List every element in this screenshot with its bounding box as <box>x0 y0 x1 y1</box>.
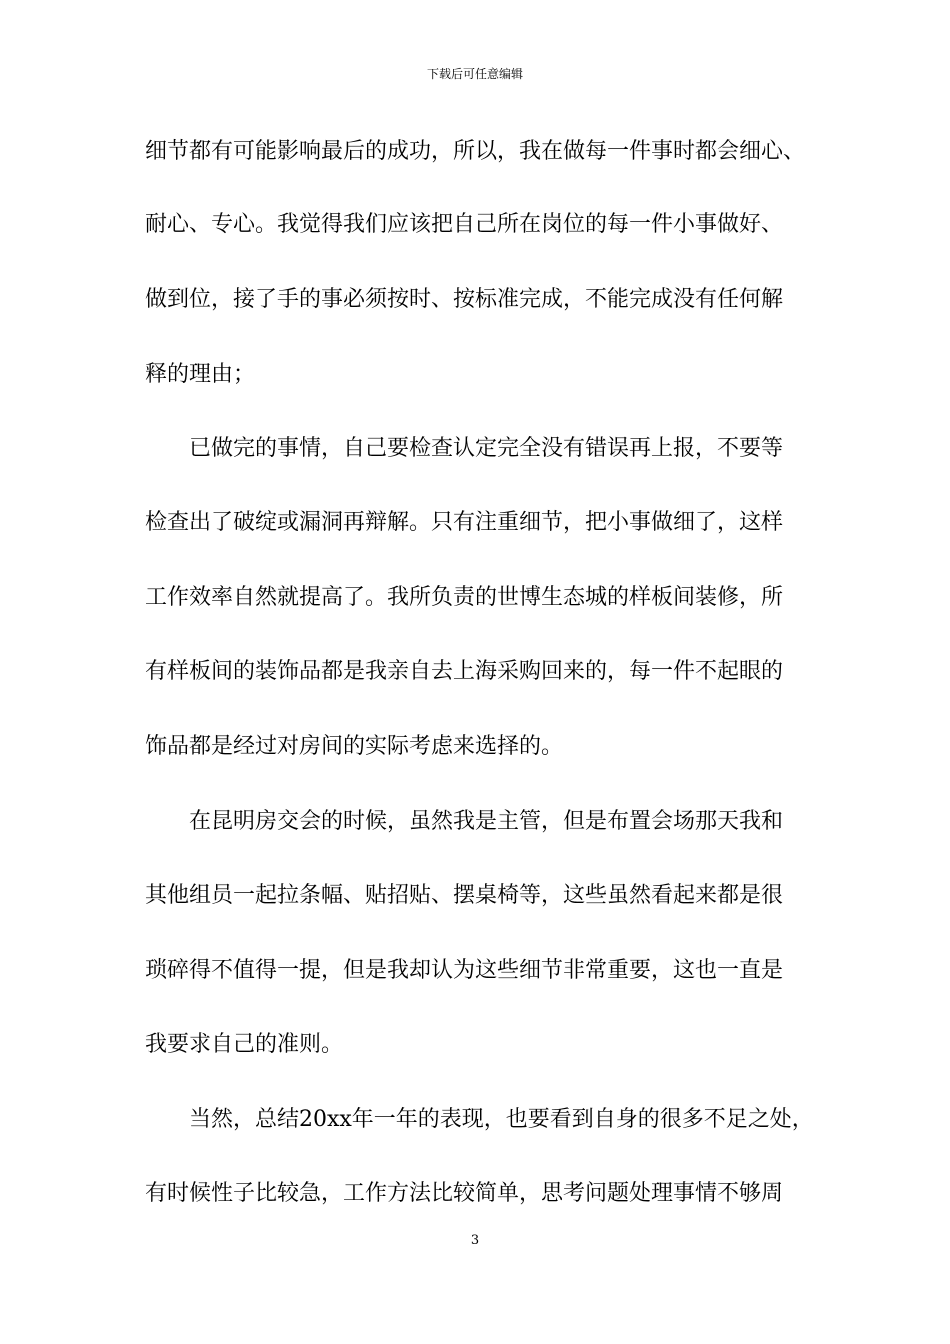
body-line: 检查出了破绽或漏洞再辩解。只有注重细节，把小事做细了，这样 <box>145 510 784 535</box>
body-line: 有时候性子比较急，工作方法比较简单，思考问题处理事情不够周 <box>145 1181 784 1206</box>
paragraph-first-line: 在昆明房交会的时候，虽然我是主管，但是布置会场那天我和 <box>189 809 784 834</box>
body-line: 琐碎得不值得一提，但是我却认为这些细节非常重要，这也一直是 <box>145 958 784 983</box>
body-line: 细节都有可能影响最后的成功，所以，我在做每一件事时都会细心、 <box>145 139 806 164</box>
body-line: 工作效率自然就提高了。我所负责的世博生态城的样板间装修，所 <box>145 585 784 610</box>
body-line: 耐心、专心。我觉得我们应该把自己所在岗位的每一件小事做好、 <box>145 212 784 237</box>
body-line: 有样板间的装饰品都是我亲自去上海采购回来的，每一件不起眼的 <box>145 659 784 684</box>
body-line: 做到位，接了手的事必须按时、按标准完成，不能完成没有任何解 <box>145 287 784 312</box>
paragraph-first-line: 已做完的事情，自己要检查认定完全没有错误再上报，不要等 <box>189 436 784 461</box>
page-number: 3 <box>470 1233 480 1248</box>
page-header: 下载后可任意编辑 <box>426 67 523 81</box>
body-line: 我要求自己的准则。 <box>145 1032 344 1057</box>
body-line: 饰品都是经过对房间的实际考虑来选择的。 <box>145 734 564 759</box>
body-line: 其他组员一起拉条幅、贴招贴、摆桌椅等，这些虽然看起来都是很 <box>145 883 784 908</box>
body-line: 释的理由； <box>145 362 256 387</box>
paragraph-first-line: 当然，总结20xx年一年的表现，也要看到自身的很多不足之处， <box>189 1107 814 1132</box>
